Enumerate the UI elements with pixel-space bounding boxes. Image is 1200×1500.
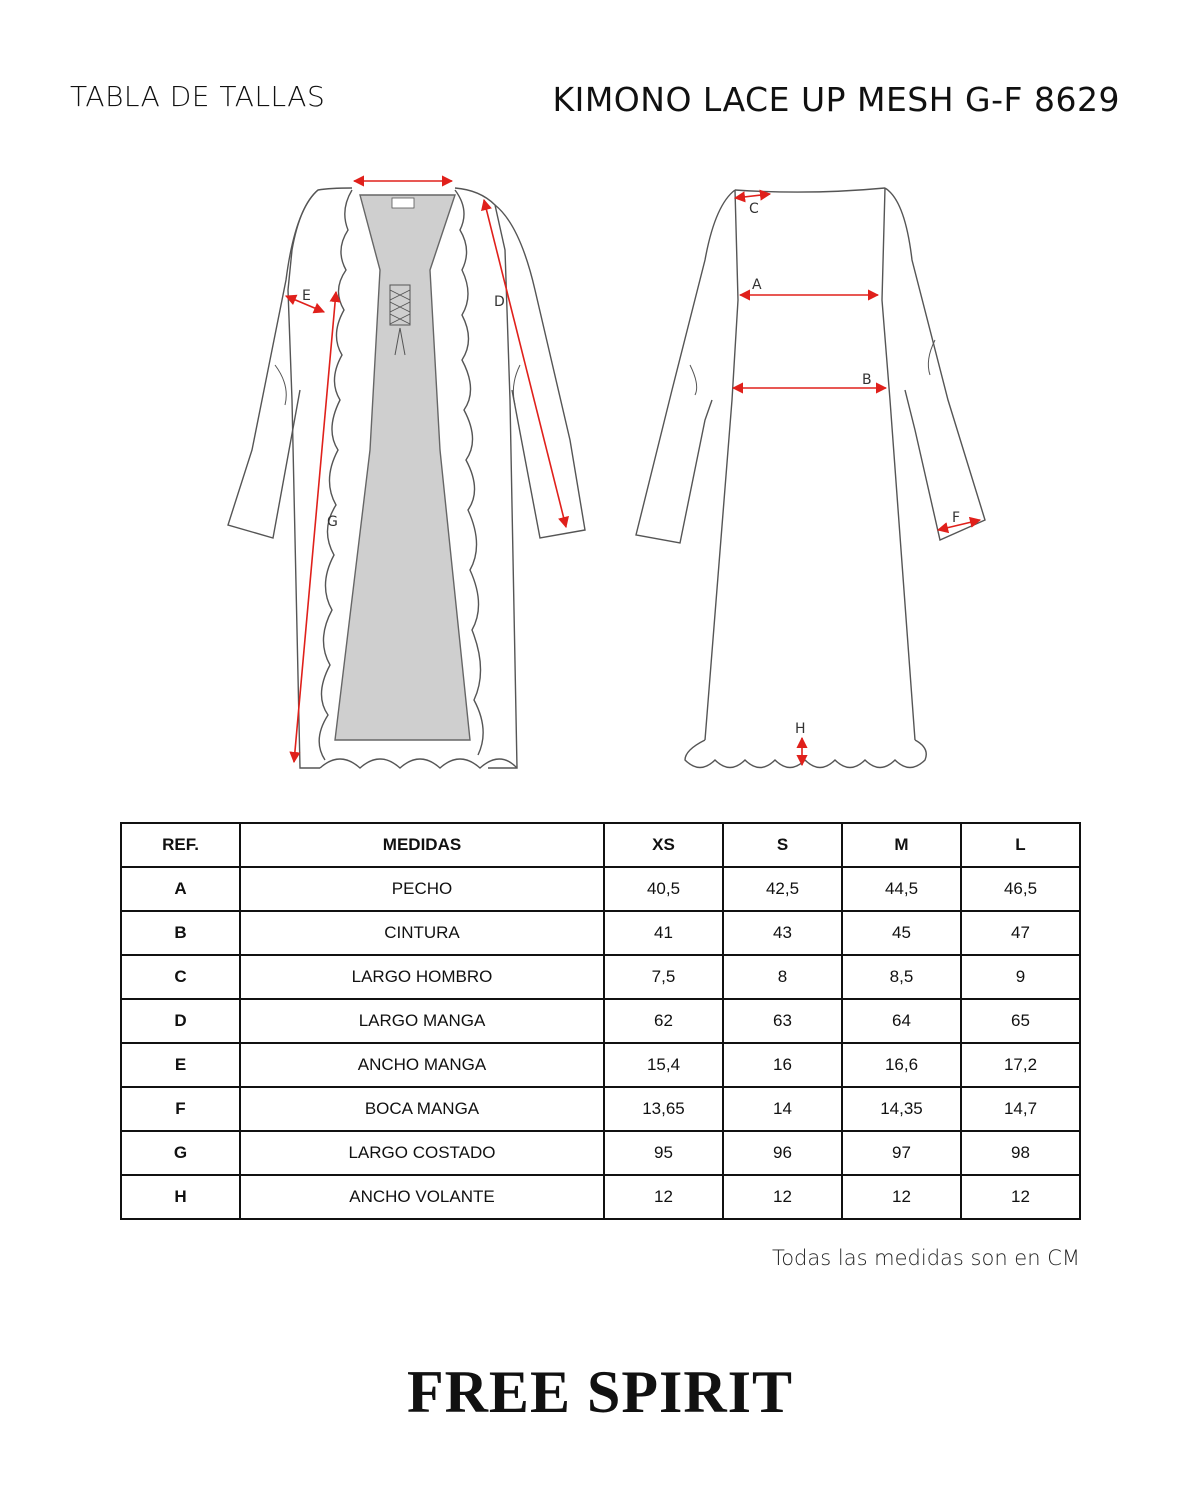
cell-xs: 15,4 — [604, 1043, 723, 1087]
label-b-back: B — [862, 372, 872, 388]
cell-m: 16,6 — [842, 1043, 961, 1087]
front-view-drawing — [228, 188, 585, 768]
cell-m: 45 — [842, 911, 961, 955]
cell-l: 14,7 — [961, 1087, 1080, 1131]
table-row — [121, 955, 1080, 999]
cell-medida: LARGO HOMBRO — [240, 955, 604, 999]
cell-ref: H — [121, 1175, 240, 1219]
table-row — [121, 999, 1080, 1043]
cell-s: 8 — [723, 955, 842, 999]
cell-s: 14 — [723, 1087, 842, 1131]
cell-s: 42,5 — [723, 867, 842, 911]
header-l: L — [961, 823, 1080, 867]
cell-l: 46,5 — [961, 867, 1080, 911]
cell-m: 97 — [842, 1131, 961, 1175]
cell-xs: 62 — [604, 999, 723, 1043]
cell-medida: LARGO MANGA — [240, 999, 604, 1043]
cell-xs: 40,5 — [604, 867, 723, 911]
table-row — [121, 1087, 1080, 1131]
cell-l: 12 — [961, 1175, 1080, 1219]
cell-medida: LARGO COSTADO — [240, 1131, 604, 1175]
label-a-back: A — [752, 277, 762, 293]
cell-l: 47 — [961, 911, 1080, 955]
garment-diagram — [0, 150, 1200, 790]
header-s: S — [723, 823, 842, 867]
cell-medida: BOCA MANGA — [240, 1087, 604, 1131]
cell-l: 65 — [961, 999, 1080, 1043]
table-row — [121, 867, 1080, 911]
cell-s: 16 — [723, 1043, 842, 1087]
header-m: M — [842, 823, 961, 867]
cell-m: 14,35 — [842, 1087, 961, 1131]
header-medidas: MEDIDAS — [240, 823, 604, 867]
label-d-front: D — [494, 294, 505, 310]
cell-xs: 7,5 — [604, 955, 723, 999]
cell-medida: ANCHO VOLANTE — [240, 1175, 604, 1219]
cell-ref: F — [121, 1087, 240, 1131]
cell-xs: 95 — [604, 1131, 723, 1175]
cell-ref: G — [121, 1131, 240, 1175]
cell-xs: 41 — [604, 911, 723, 955]
cell-l: 9 — [961, 955, 1080, 999]
cell-xs: 12 — [604, 1175, 723, 1219]
cell-s: 63 — [723, 999, 842, 1043]
table-row — [121, 1131, 1080, 1175]
units-note: Todas las medidas son en CM — [771, 1246, 1080, 1270]
cell-xs: 13,65 — [604, 1087, 723, 1131]
back-view-drawing — [636, 188, 985, 768]
cell-s: 43 — [723, 911, 842, 955]
label-g-front: G — [327, 514, 338, 530]
cell-medida: PECHO — [240, 867, 604, 911]
table-row — [121, 911, 1080, 955]
product-name: KIMONO LACE UP MESH G-F 8629 — [552, 80, 1120, 119]
cell-s: 12 — [723, 1175, 842, 1219]
size-chart-title: TABLA DE TALLAS — [70, 80, 326, 113]
label-f-back: F — [952, 510, 961, 526]
label-h-back: H — [795, 721, 806, 737]
cell-m: 8,5 — [842, 955, 961, 999]
table-header-row — [121, 823, 1080, 867]
size-table — [120, 822, 1081, 1220]
cell-medida: ANCHO MANGA — [240, 1043, 604, 1087]
cell-ref: B — [121, 911, 240, 955]
table-row — [121, 1043, 1080, 1087]
cell-ref: A — [121, 867, 240, 911]
cell-s: 96 — [723, 1131, 842, 1175]
cell-ref: C — [121, 955, 240, 999]
cell-ref: D — [121, 999, 240, 1043]
cell-l: 17,2 — [961, 1043, 1080, 1087]
header-ref: REF. — [121, 823, 240, 867]
header-xs: XS — [604, 823, 723, 867]
cell-m: 64 — [842, 999, 961, 1043]
cell-ref: E — [121, 1043, 240, 1087]
cell-medida: CINTURA — [240, 911, 604, 955]
cell-m: 12 — [842, 1175, 961, 1219]
label-c-back: C — [749, 201, 759, 217]
label-e-front: E — [302, 288, 311, 304]
brand-logo: FREE SPIRIT — [406, 1359, 794, 1425]
cell-m: 44,5 — [842, 867, 961, 911]
table-row — [121, 1175, 1080, 1219]
back-measure-arrows — [733, 194, 980, 765]
cell-l: 98 — [961, 1131, 1080, 1175]
